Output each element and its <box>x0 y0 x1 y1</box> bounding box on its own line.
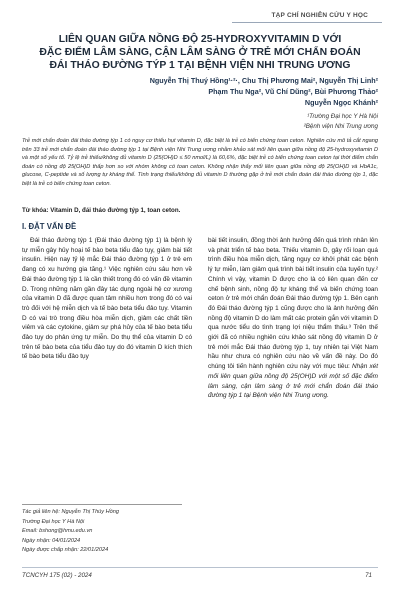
page-number: 71 <box>365 572 372 579</box>
body-column-right <box>208 236 378 401</box>
footnote-line: Tác giả liên hệ: Nguyễn Thị Thúy Hồng <box>22 509 120 515</box>
affiliation-line: ²Bệnh viện Nhi Trung ương <box>303 122 378 130</box>
body-paragraph <box>208 236 378 401</box>
footnote-line: Ngày được chấp nhận: 22/01/2024 <box>22 547 109 554</box>
affiliation-line: ¹Trường Đại học Y Hà Nội <box>307 113 378 120</box>
title-line: ĐẶC ĐIỂM LÂM SÀNG, CẬN LÂM SÀNG Ở TRẺ MỚI CHẨN ĐOÁN <box>39 47 361 59</box>
correspondence-footnote <box>22 508 192 556</box>
footer-rule <box>22 567 378 568</box>
section-title: I. ĐẶT VẤN ĐỀ <box>22 222 77 231</box>
journal-issue: TCNCYH 175 (02) - 2024 <box>22 572 92 579</box>
title-line: LIÊN QUAN GIỮA NỒNG ĐỘ 25-HYDROXYVITAMIN D VỚI <box>58 34 342 45</box>
body-column-left <box>22 236 192 362</box>
author-line: Nguyễn Ngọc Khánh² <box>304 98 378 108</box>
article-title <box>22 33 378 73</box>
affiliations <box>118 112 378 131</box>
journal-tag: TẠP CHÍ NGHIÊN CỨU Y HỌC <box>271 12 368 19</box>
footnote-rule <box>22 504 182 505</box>
author-line: Nguyễn Thị Thuý Hồng¹·²·, Chu Thị Phương Mai², Nguyễn Thị Linh² <box>149 76 378 85</box>
author-list <box>38 75 378 109</box>
author-line: Phạm Thu Nga², Vũ Chí Dũng², Bùi Phương Thảo² <box>208 87 378 97</box>
keywords: Từ khóa: Vitamin D, đái tháo đường týp 1, toan ceton. <box>22 207 181 214</box>
abstract: Trẻ mới chẩn đoán đái tháo đường týp 1 có nguy cơ thiếu hụt vitamin D, đặc biệt là trẻ có biến chứng toan ceton. Nghiên cứu mô tả cắt ngang trên 33 trẻ mới chẩn đoán đái tháo đường týp 1 tại Bệnh viện Nhi Trung ương nhằm khảo sát mối liên quan giữa nồng độ 25-hydroxyvitamin D và một số yếu tố. Tỷ lệ trẻ thiếu/không đủ vitamin D (25(OH)D ≤ 50 nmol/L) là 60,6%, đặc biệt trẻ có biến chứng toan ceton tại thời điểm chẩn đoán có nồng độ 25(OH)D thấp hơn so với nhóm không có toan ceton. Không nhận thấy mối liên quan giữa nồng độ 25(OH)D và HbA1c, glucose, C-peptide và số lượng tự kháng thể. Tình trạng thiếu/không đủ vitamin D thường gặp ở trẻ mới chẩn đoán đái tháo đường týp 1, đặc biệt là trẻ có biến chứng toan ceton. <box>22 138 378 187</box>
footnote-line: Trường Đại học Y Hà Nội <box>22 518 85 525</box>
journal-header <box>0 0 400 24</box>
title-line: ĐÁI THÁO ĐƯỜNG TÝP 1 TẠI BỆNH VIỆN NHI TRUNG ƯƠNG <box>49 60 351 72</box>
footnote-line: Ngày nhận: 04/01/2024 <box>22 537 81 544</box>
study-objective: Nhận xét mối liên quan giữa nồng độ 25(OH)D với một số đặc điểm lâm sàng, cận lâm sàng ở trẻ mới chẩn đoán đái tháo đường týp 1 tại Bệnh viện Nhi Trung ương. <box>208 363 378 400</box>
footnote-line: Email: bshong@hmu.edu.vn <box>22 528 93 535</box>
header-rule <box>232 22 382 23</box>
body-paragraph: Đái tháo đường týp 1 (Đái tháo đường týp 1) là bệnh lý tự miễn gây hủy hoại tế bào beta tiểu đảo tụy, giảm bài tiết insulin. Hiện nay tỷ lệ mắc Đái tháo đường týp 1 ở trẻ em đang có xu hướng gia tăng.¹ Việc nghiên cứu sâu hơn về Đái tháo đường týp 1 là cần thiết trong đó có vấn đề vitamin D. Trong những năm gần đây tác dụng ngoài hệ cơ xương của vitamin D đã được quan tâm nhiều hơn trong đó có vai trò đối với hệ miễn dịch và tế bào beta tiểu đảo tụy. Vitamin D có vai trò trong điều hòa miễn dịch, giảm các chất tiền viêm và các cytokine, giảm sự phá hủy của tế bào beta tiểu đảo tụy do phản ứng tự miễn. Do thụ thể của vitamin D có trên tế bào beta của tiểu đảo tụy do đó vitamin D kích thích tế bào beta tiểu đảo tụy <box>22 237 192 361</box>
body-text: bài tiết insulin, đồng thời ảnh hưởng đến quá trình nhân lên và phát triển tế bào beta. Thiếu vitamin D, gây rối loạn quá trình điều hòa miễn dịch, tăng nguy cơ khởi phát các bệnh lý tự miễn, làm giảm quá trình bài tiết insulin của tuyến tụy.² Chính vì vậy, vitamin D được cho là có liên quan đến cơ chế bệnh sinh, nồng độ tự kháng thể và biến chứng toan ceton ở trẻ mới chẩn đoán Đái tháo đường týp 1. Bên cạnh đó Đái tháo đường týp 1 cũng được cho là ảnh hưởng đến nồng độ vitamin D do làm mất các protein gắn với vitamin D qua nước tiểu do tình trạng lợi niệu thẩm thấu.³ Trên thế giới đã có nhiều nghiên cứu khảo sát nồng độ vitamin D ở trẻ mới mắc Đái tháo đường týp 1, tuy nhiên tại Việt Nam hầu như chưa có nghiên cứu nào về vấn đề này. Do đó chúng tôi tiến hành nghiên cứu này với mục tiêu: <box>208 237 378 371</box>
